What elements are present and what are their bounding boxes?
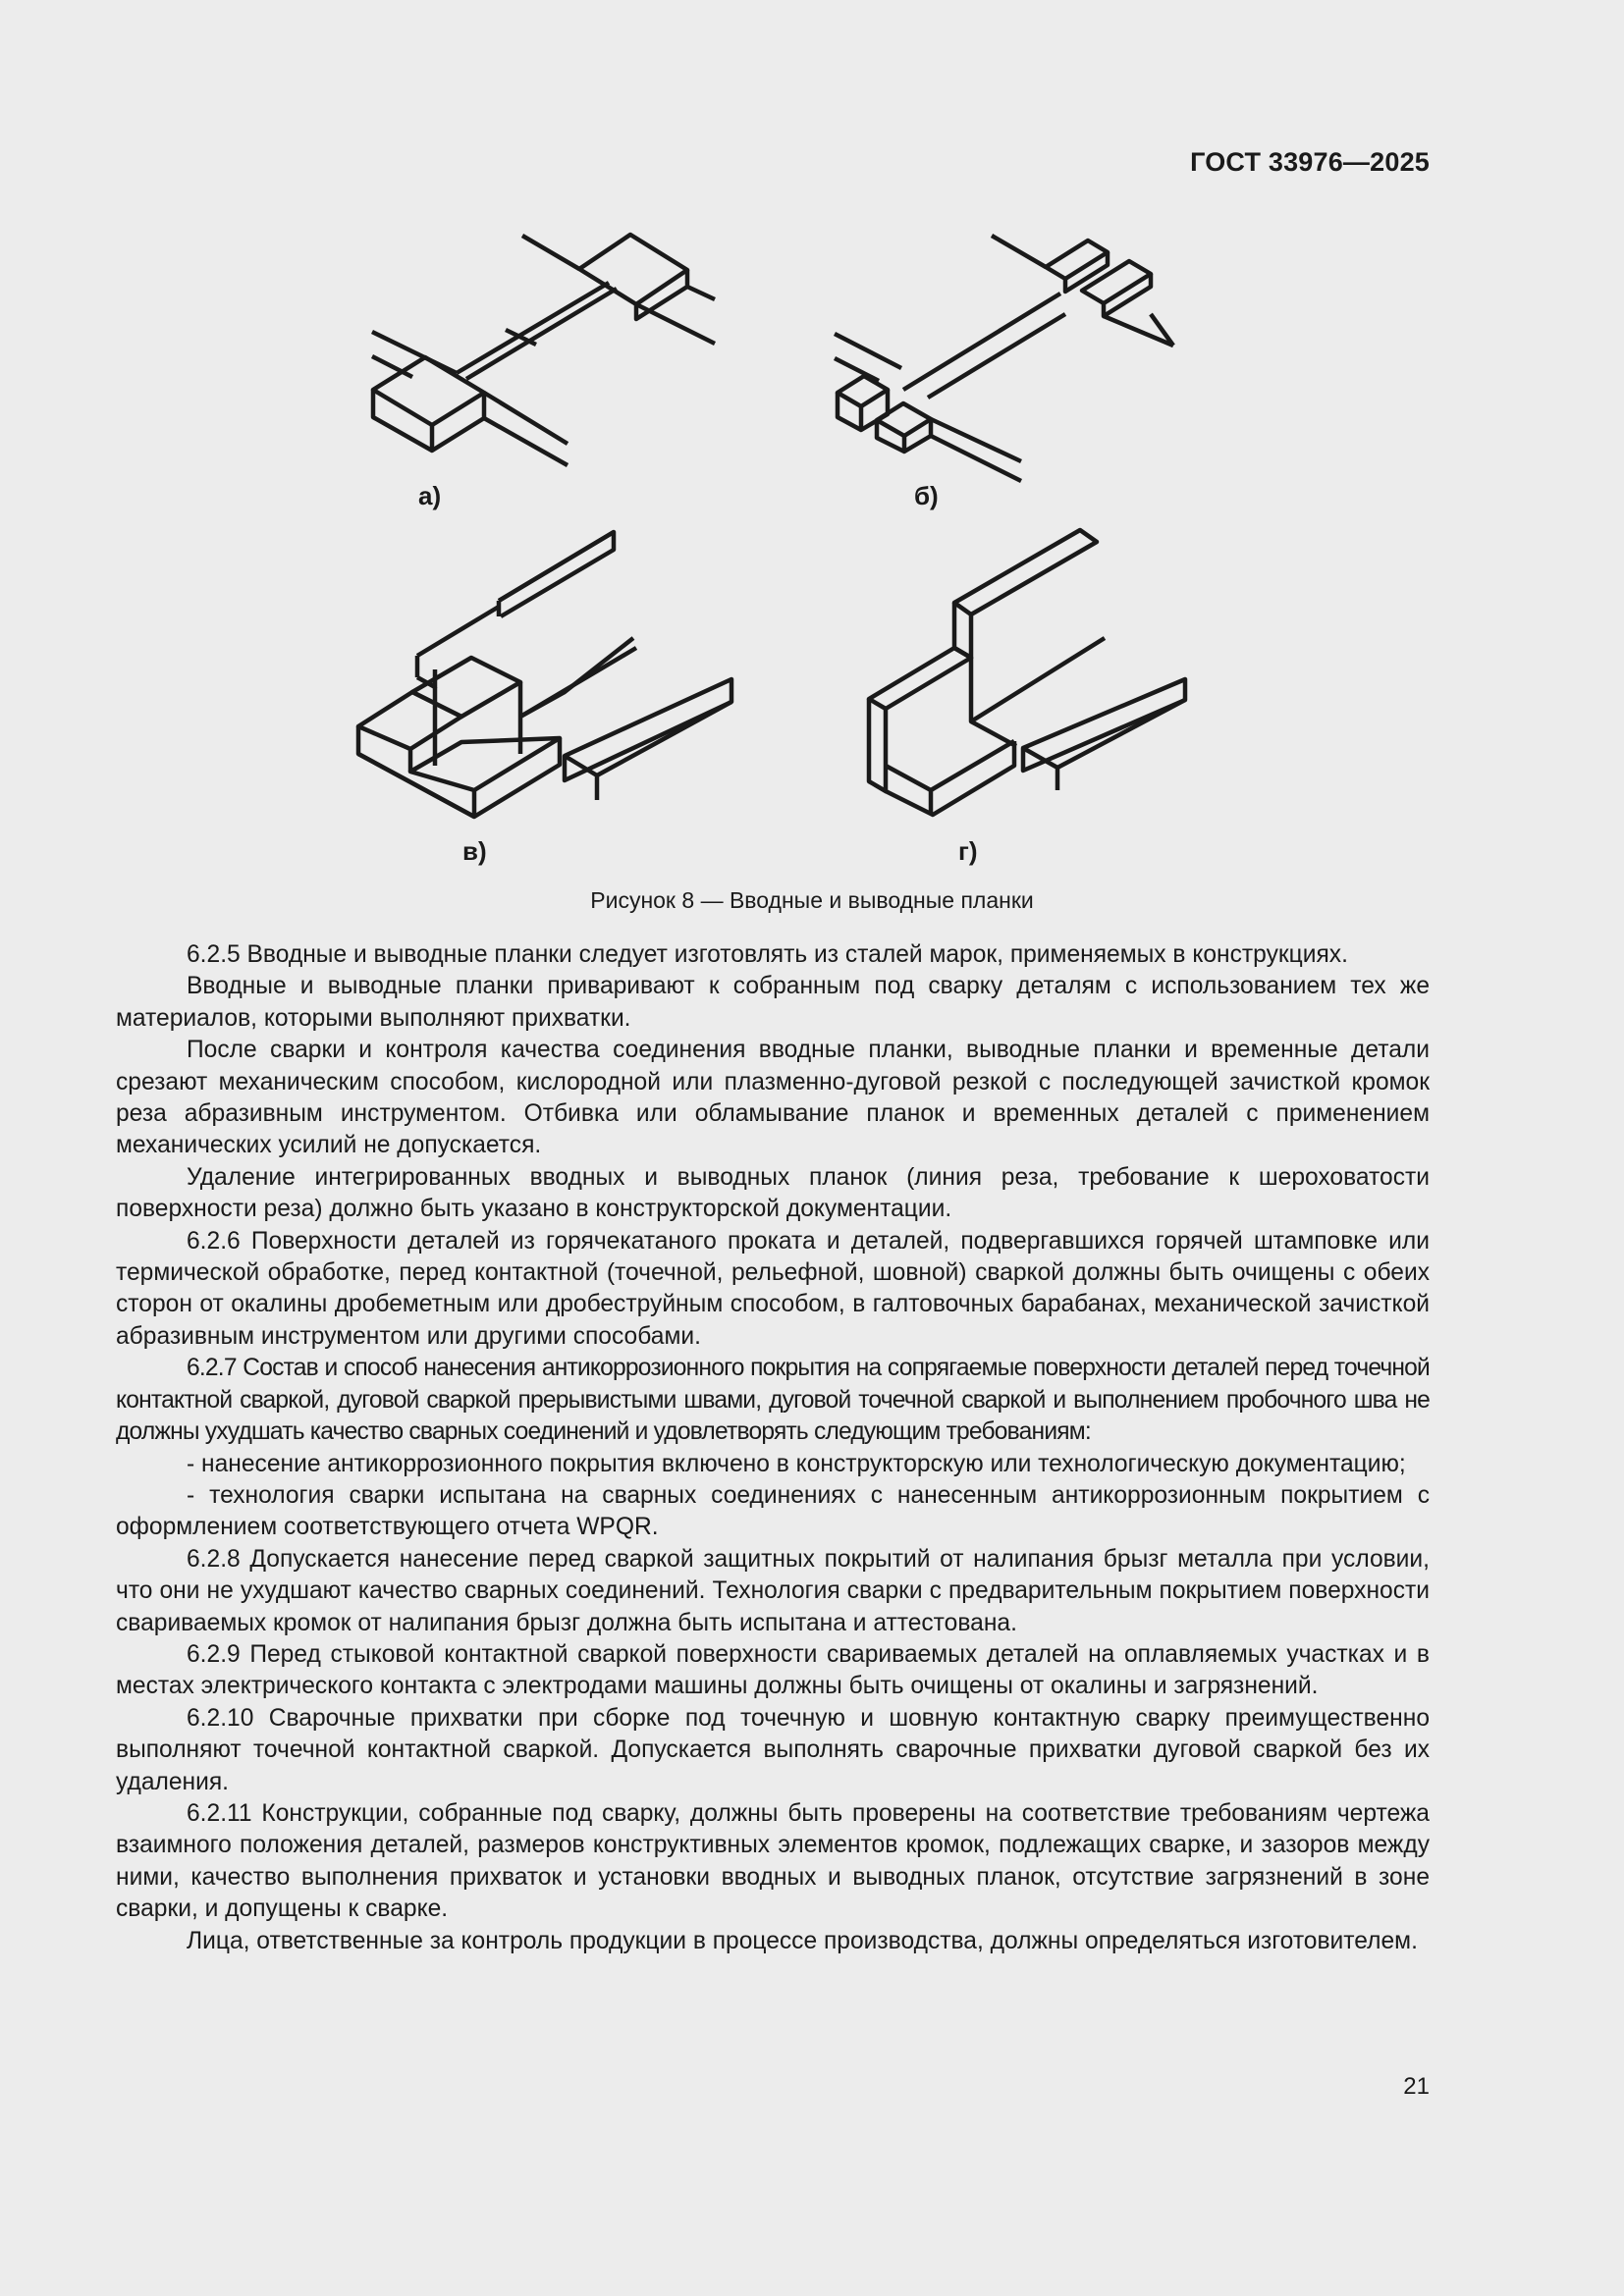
paragraph: Удаление интегрированных вводных и выводных планок (линия реза, требование к шероховатости поверхности реза) должно быть указано в конструкторской документации. bbox=[116, 1163, 1430, 1223]
paragraph: После сварки и контроля качества соединения вводные планки, выводные планки и временные детали срезают механическим способом, кислородной или плазменно-дуговой резкой с последующей зачисткой кромок реза абразивным инструментом. Отбивка или обламывание планок и временных деталей с применением механических усилий не допускается. bbox=[116, 1037, 1430, 1159]
list-item: - технология сварки испытана на сварных соединениях с нанесенным антикоррозионным покрытием с оформлением соответствующего отчета WPQR. bbox=[116, 1481, 1430, 1541]
figure-8 bbox=[0, 0, 1624, 933]
paragraph-6-2-8: 6.2.8 Допускается нанесение перед сваркой защитных покрытий от налипания брызг металла при условии, что они не ухудшают качество сварных соединений. Технология сварки с предварительным покрытием поверхности свариваемых кромок от налипания брызг должна быть испытана и аттестована. bbox=[116, 1545, 1430, 1636]
page-number: 21 bbox=[1403, 2073, 1430, 2100]
paragraph-6-2-5: 6.2.5 Вводные и выводные планки следует изготовлять из сталей марок, применяемых в конструкциях. bbox=[187, 941, 1348, 968]
figure-label-b: б) bbox=[914, 481, 939, 510]
paragraph: Вводные и выводные планки приваривают к собранным под сварку деталям с использованием тех же материалов, которыми выполняют прихватки. bbox=[116, 973, 1430, 1032]
paragraph-6-2-9: 6.2.9 Перед стыковой контактной сваркой поверхности свариваемых деталей на оплавляемых участках и в местах электрического контакта с электродами машины должны быть очищены от окалины и загрязнений. bbox=[116, 1640, 1430, 1700]
document-header: ГОСТ 33976—2025 bbox=[1190, 147, 1430, 177]
paragraph-6-2-10: 6.2.10 Сварочные прихватки при сборке под точечную и шовную контактную сварку преимущественно выполняют точечной контактной сваркой. Допускается выполнять сварочные прихватки дуговой сваркой без их удаления. bbox=[116, 1704, 1430, 1795]
figure-a-drawing bbox=[0, 0, 1624, 933]
figure-label-a: а) bbox=[418, 481, 442, 510]
paragraph-6-2-11: 6.2.11 Конструкции, собранные под сварку, должны быть проверены на соответствие требованиям чертежа взаимного положения деталей, размеров конструктивных элементов кромок, подлежащих сварке, и зазоров между ними, качество выполнения прихваток и установки вводных и выводных планок, отсутствие загрязнений в зоне сварки, и допущены к сварке. bbox=[116, 1799, 1430, 1923]
figure-caption: Рисунок 8 — Вводные и выводные планки bbox=[590, 887, 1034, 913]
figure-label-g: г) bbox=[958, 836, 978, 866]
paragraph: Лица, ответственные за контроль продукции в процессе производства, должны определяться изготовителем. bbox=[187, 1927, 1418, 1954]
paragraph-6-2-7: 6.2.7 Состав и способ нанесения антикоррозионного покрытия на сопрягаемые поверхности деталей перед точечной контактной сваркой, дуговой сваркой прерывистыми швами, дуговой точечной сваркой и выполнением пробочного шва не должны ухудшать качество сварных соединений и удовлетворять следующим требованиям: bbox=[116, 1355, 1430, 1446]
body-text bbox=[116, 939, 1430, 1957]
figure-label-v: в) bbox=[462, 836, 487, 866]
paragraph-6-2-6: 6.2.6 Поверхности деталей из горячекатаного проката и деталей, подвергавшихся горячей штамповке или термической обработке, перед контактной (точечной, рельефной, шовной) сваркой должны быть очищены с обеих сторон от окалины дробеметным или дробеструйным способом, в галтовочных барабанах, механической зачисткой абразивным инструментом или другими способами. bbox=[116, 1227, 1430, 1350]
list-item: - нанесение антикоррозионного покрытия включено в конструкторскую или технологическую документацию; bbox=[187, 1450, 1406, 1477]
